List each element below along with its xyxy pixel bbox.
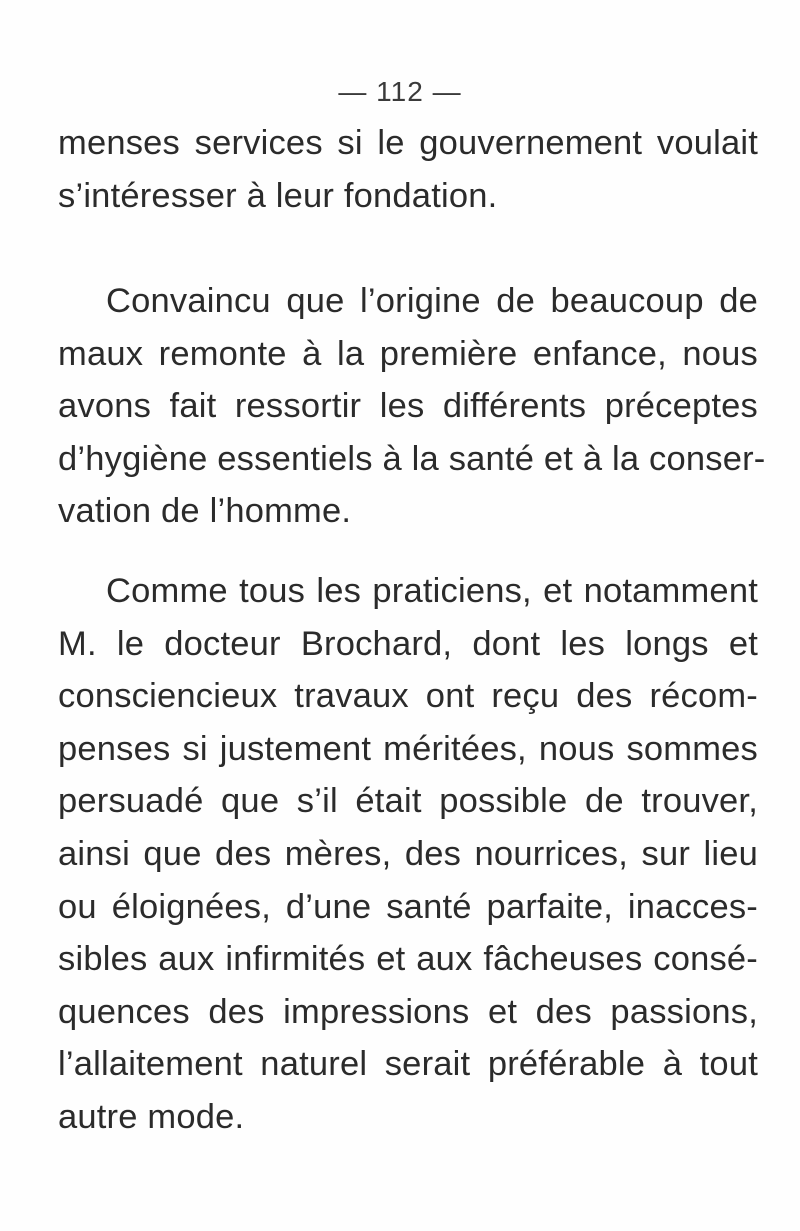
text-line: l’allaitement naturel serait préférable à tout — [58, 1045, 758, 1084]
text-line: Comme tous les praticiens, et notamment — [106, 572, 758, 610]
page-number: — 112 — — [338, 76, 462, 107]
text-line: ainsi que des mères, des nourrices, sur lieu — [58, 834, 758, 873]
text-line: Convaincu que l’origine de beaucoup de — [106, 282, 758, 320]
paragraph-1 — [58, 117, 758, 222]
text-line: menses services si le gouvernement voulait — [58, 124, 758, 162]
text-line: autre mode. — [58, 1097, 245, 1136]
text-line: avons fait ressortir les différents préceptes — [58, 387, 758, 426]
text-line: penses si justement méritées, nous sommes — [58, 729, 758, 768]
text-line: ou éloignées, d’une santé parfaite, inacces- — [58, 887, 758, 926]
text-line: d’hygiène essentiels à la santé et à la conser- — [58, 439, 766, 478]
text-line: persuadé que s’il était possible de trouver, — [58, 782, 758, 821]
text-line: vation de l’homme. — [58, 492, 352, 531]
text-line: consciencieux travaux ont reçu des récom- — [58, 677, 758, 716]
text-line: M. le docteur Brochard, dont les longs et — [58, 624, 758, 663]
text-line: sibles aux infirmités et aux fâcheuses consé- — [58, 940, 758, 979]
text-line: maux remonte à la première enfance, nous — [58, 334, 758, 373]
text-line: quences des impressions et des passions, — [58, 992, 758, 1031]
paragraph-2 — [58, 275, 766, 538]
paragraph-3 — [58, 565, 758, 1144]
text-line: s’intéresser à leur fondation. — [58, 176, 498, 215]
